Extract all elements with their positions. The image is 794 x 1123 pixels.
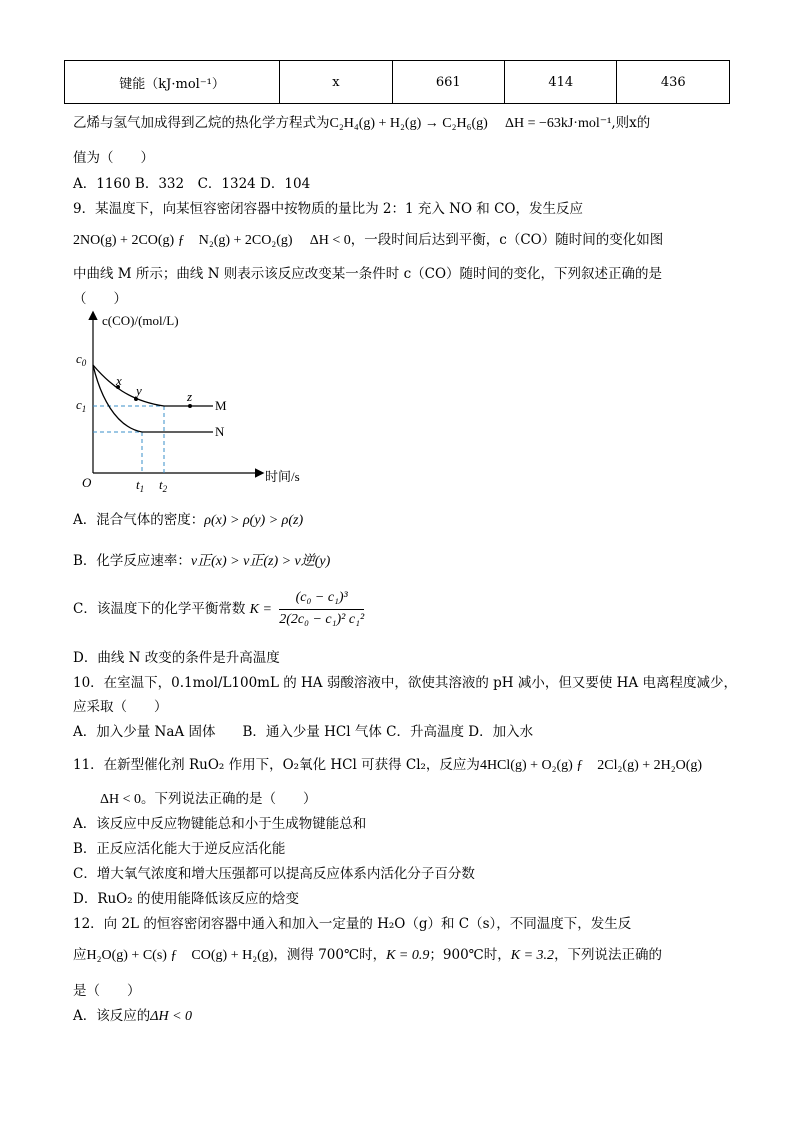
q8-stem-suffix: ,则x的 — [611, 115, 651, 131]
q9-option-c-k: K = — [249, 601, 272, 617]
table-cell: 436 — [617, 61, 730, 104]
q11-option-a: A．该反应中反应物键能总和小于生成物键能总和 — [73, 816, 367, 832]
q12-option-a — [73, 1008, 192, 1026]
q11-stem-suffix: 。下列说法正确的是（ ） — [141, 791, 317, 807]
curve-n — [93, 365, 213, 432]
point-z-marker — [188, 404, 192, 408]
concentration-time-graph — [70, 305, 305, 500]
q8-stem-text: 乙烯与氢气加成得到乙烷的热化学方程式为 — [73, 115, 330, 131]
q11-option-b: B．正反应活化能大于逆反应活化能 — [73, 841, 286, 857]
q9-option-c-label: C．该温度下的化学平衡常数 — [73, 600, 246, 617]
q9-option-d: D．曲线 N 改变的条件是升高温度 — [73, 650, 280, 666]
q8-stem — [73, 115, 650, 133]
q9-option-b — [73, 553, 330, 571]
t2-tick-label: $t_2$ — [159, 477, 168, 494]
row-label-cell: 键能（kJ·mol⁻¹） — [65, 61, 280, 104]
q11-reaction: 4HCl(g) + O₂(g) ƒ 2Cl₂(g) + 2H₂O(g) — [479, 758, 703, 773]
q12-stem-prefix: 应 — [73, 947, 87, 963]
q9-reaction: 2NO(g) + 2CO(g) ƒ N₂(g) + 2CO₂(g) — [73, 233, 293, 248]
q12-k-700: K = 0.9 — [386, 948, 430, 963]
q12-stem-suffix: ，下列说法正确的 — [554, 947, 663, 963]
q12-option-a-expr: ΔH < 0 — [150, 1009, 193, 1024]
table-cell: 414 — [505, 61, 617, 104]
q9-stem-line3: 中曲线 M 所示；曲线 N 则表示该反应改变某一条件时 c（CO）随时间的变化，下列叙述正确的是 — [73, 266, 663, 282]
q10-options: A．加入少量 NaA 固体 B．通入少量 HCl 气体 C．升高温度 D．加入水 — [73, 724, 534, 740]
q10-stem-line1: 10．在室温下，0.1mol/L100mL 的 HA 弱酸溶液中，欲使其溶液的 pH 减小，但又要使 HA 电离程度减少， — [73, 675, 737, 691]
q8-options: A．1160 B．332 C．1324 D．104 — [73, 176, 311, 192]
c1-tick-label: $c_1$ — [76, 397, 87, 414]
q9-option-a-expr: ρ(x) > ρ(y) > ρ(z) — [204, 513, 304, 528]
q9-option-a — [73, 512, 303, 530]
q12-stem-mid2: ；900℃时， — [429, 947, 511, 963]
q9-enthalpy: ΔH < 0 — [309, 233, 351, 248]
q8-enthalpy: ΔH = −63kJ·mol⁻¹ — [504, 116, 612, 131]
q12-option-a-label: A．该反应的 — [73, 1008, 151, 1024]
curve-n-label: N — [215, 424, 225, 439]
c0-tick-label: $c_0$ — [76, 351, 87, 368]
y-axis-label: c(CO)/(mol/L) — [102, 313, 179, 328]
q9-stem-line1: 9．某温度下，向某恒容密闭容器中按物质的量比为 2：1 充入 NO 和 CO，发生反应 — [73, 201, 583, 217]
q12-stem-mid1: ，测得 700℃时， — [273, 947, 387, 963]
origin-label: O — [82, 475, 92, 490]
q8-equation: C₂H₄(g) + H₂(g) → C₂H₆(g) — [329, 116, 488, 131]
table-cell: 661 — [392, 61, 504, 104]
q11-stem-line1 — [73, 757, 702, 775]
q12-stem-line3: 是（ ） — [73, 983, 141, 999]
q11-enthalpy: ΔH < 0 — [100, 792, 142, 807]
q11-option-c: C．增大氧气浓度和增大压强都可以提高反应体系内活化分子百分数 — [73, 866, 475, 882]
q12-k-900: K = 3.2 — [510, 948, 555, 963]
q10-stem-line2: 应采取（ ） — [73, 699, 168, 715]
q9-stem-line4: （ ） — [73, 291, 127, 307]
q9-option-a-label: A．混合气体的密度： — [73, 512, 205, 528]
q11-option-d: D．RuO₂ 的使用能降低该反应的焓变 — [73, 891, 299, 907]
point-x-label: x — [116, 373, 122, 388]
q12-reaction: H₂O(g) + C(s) ƒ CO(g) + H₂(g) — [86, 948, 274, 963]
table-cell: x — [280, 61, 392, 104]
point-y-label: y — [136, 383, 142, 398]
q9-stem-line2 — [73, 232, 663, 250]
q11-stem-text: 11．在新型催化剂 RuO₂ 作用下，O₂氧化 HCl 可获得 Cl₂，反应为 — [73, 757, 480, 773]
bond-energy-table — [64, 60, 730, 104]
q9-option-c — [73, 590, 367, 629]
fraction-denominator: 2(2c₀ − c₁)² c₁² — [279, 611, 365, 627]
fraction-numerator: (c₀ − c₁)³ — [279, 590, 364, 610]
table-row — [65, 61, 730, 104]
q9-stem-line2-text: ，一段时间后达到平衡，c（CO）随时间的变化如图 — [350, 232, 664, 248]
q12-stem-line1: 12．向 2L 的恒容密闭容器中通入和加入一定量的 H₂O（g）和 C（s），不同温度下，发生反 — [73, 916, 632, 932]
equilibrium-constant-fraction — [279, 590, 364, 629]
q12-stem-line2 — [73, 947, 662, 965]
curve-m-label: M — [215, 398, 227, 413]
q8-stem-line2: 值为（ ） — [73, 150, 154, 166]
point-z-label: z — [187, 389, 193, 404]
x-axis-label: 时间/s — [265, 469, 300, 484]
curve-m — [93, 365, 213, 406]
t1-tick-label: $t_1$ — [136, 477, 145, 494]
q11-stem-line2 — [100, 791, 317, 809]
q9-option-b-label: B．化学反应速率： — [73, 553, 191, 569]
q9-option-b-expr: v正(x) > v正(z) > v逆(y) — [190, 554, 331, 569]
